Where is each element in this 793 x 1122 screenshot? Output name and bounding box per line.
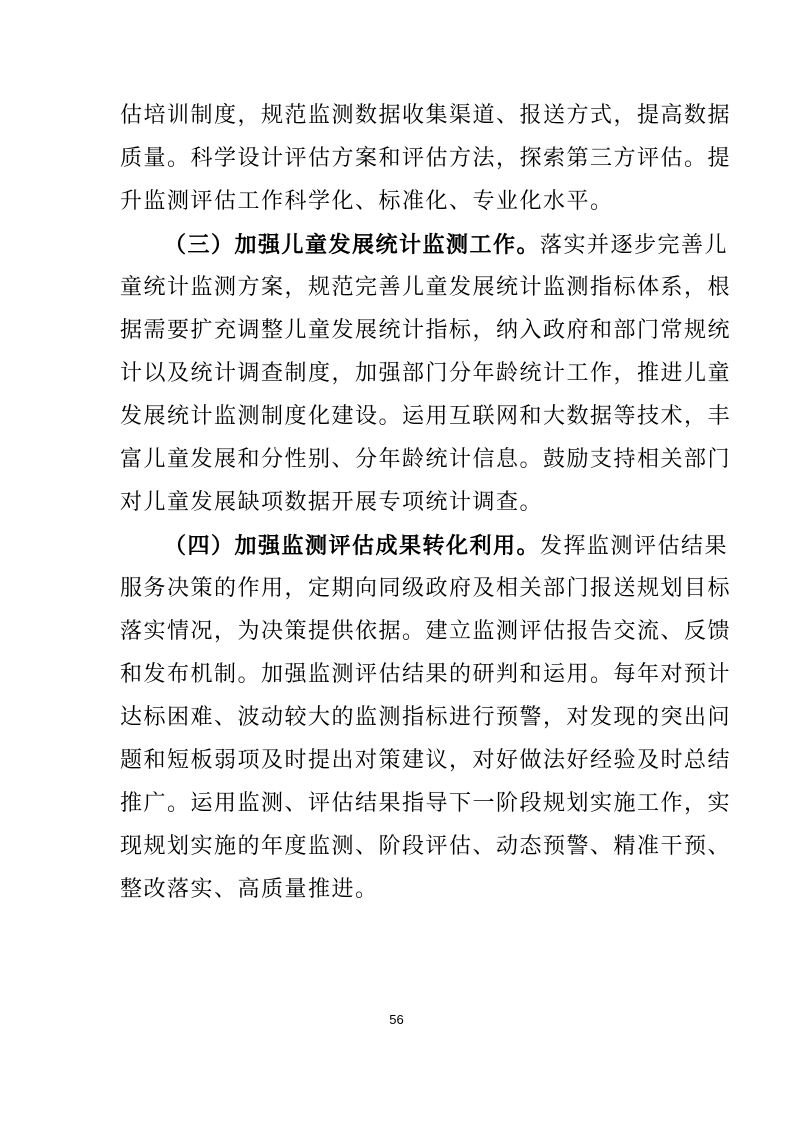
paragraph-line: 富儿童发展和分性别、分年龄统计信息。鼓励支持相关部门 bbox=[120, 447, 732, 472]
paragraph-line: 推广。运用监测、评估结果指导下一阶段规划实施工作，实 bbox=[120, 791, 732, 816]
paragraph-line: 升监测评估工作科学化、标准化、专业化水平。 bbox=[120, 189, 614, 214]
paragraph-line: 整改落实、高质量推进。 bbox=[120, 877, 379, 902]
section-3-text: 落实并逐步完善儿 bbox=[540, 233, 729, 258]
section-4-text: 发挥监测评估结果 bbox=[540, 534, 729, 559]
paragraph-line: 落实情况，为决策提供依据。建立监测评估报告交流、反馈 bbox=[120, 619, 732, 644]
paragraph-line: 题和短板弱项及时提出对策建议，对好做法好经验及时总结 bbox=[120, 748, 732, 773]
paragraph-line: 估培训制度，规范监测数据收集渠道、报送方式，提高数据 bbox=[120, 103, 732, 128]
section-3-heading: （三）加强儿童发展统计监测工作。 bbox=[164, 232, 541, 258]
section-3-first-line bbox=[164, 230, 729, 260]
page-number: 56 bbox=[389, 1012, 404, 1027]
paragraph-line: 和发布机制。加强监测评估结果的研判和运用。每年对预计 bbox=[120, 662, 732, 687]
paragraph-line: 对儿童发展缺项数据开展专项统计调查。 bbox=[120, 490, 544, 515]
section-4-heading: （四）加强监测评估成果转化利用。 bbox=[164, 533, 541, 559]
paragraph-line: 计以及统计调查制度，加强部门分年龄统计工作，推进儿童 bbox=[120, 361, 732, 386]
paragraph-line: 发展统计监测制度化建设。运用互联网和大数据等技术，丰 bbox=[120, 404, 732, 429]
paragraph-line: 达标困难、波动较大的监测指标进行预警，对发现的突出问 bbox=[120, 705, 732, 730]
paragraph-line: 童统计监测方案，规范完善儿童发展统计监测指标体系，根 bbox=[120, 275, 732, 300]
paragraph-line: 服务决策的作用，定期向同级政府及相关部门报送规划目标 bbox=[120, 576, 732, 601]
section-4-first-line bbox=[164, 531, 729, 561]
paragraph-line: 现规划实施的年度监测、阶段评估、动态预警、精准干预、 bbox=[120, 834, 732, 859]
paragraph-line: 据需要扩充调整儿童发展统计指标，纳入政府和部门常规统 bbox=[120, 318, 732, 343]
paragraph-line: 质量。科学设计评估方案和评估方法，探索第三方评估。提 bbox=[120, 146, 732, 171]
